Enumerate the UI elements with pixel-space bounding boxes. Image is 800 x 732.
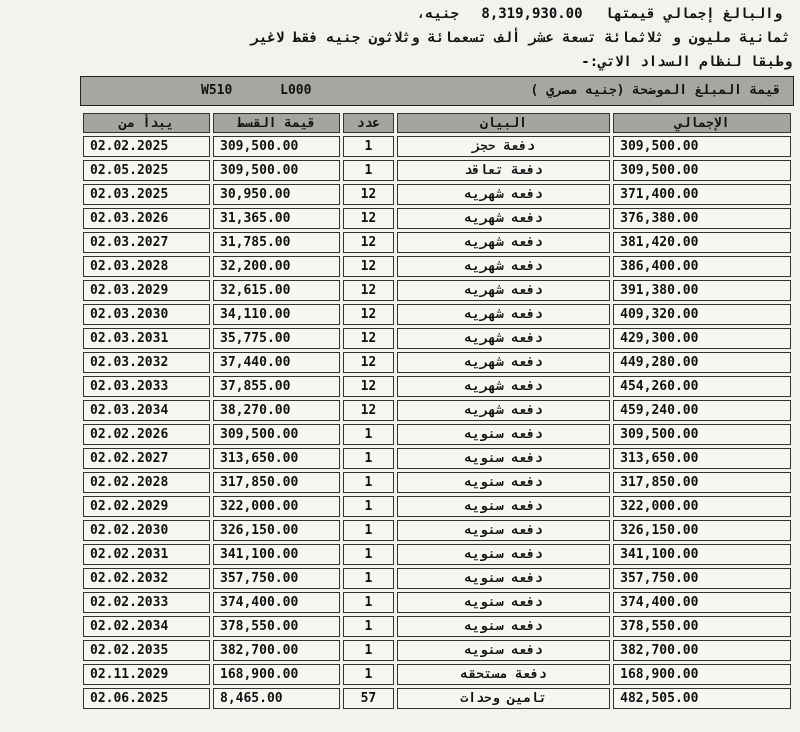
- col-description: البيان: [397, 113, 610, 133]
- installment-cell: 378,550.00: [213, 616, 340, 637]
- start-date-cell: 02.02.2035: [83, 640, 210, 661]
- total-cell: 391,380.00: [613, 280, 791, 301]
- start-date-cell: 02.03.2025: [83, 184, 210, 205]
- total-cell: 376,380.00: [613, 208, 791, 229]
- description-cell: دفعه سنويه: [397, 640, 610, 661]
- count-cell: 1: [343, 592, 394, 613]
- total-cell: 168,900.00: [613, 664, 791, 685]
- table-row: [83, 592, 791, 613]
- unit-codes: [201, 83, 351, 98]
- description-cell: دفعه شهريه: [397, 352, 610, 373]
- table-row: [83, 568, 791, 589]
- table-row: [83, 184, 791, 205]
- description-cell: دفعه شهريه: [397, 376, 610, 397]
- total-cell: 378,550.00: [613, 616, 791, 637]
- installment-cell: 313,650.00: [213, 448, 340, 469]
- count-cell: 12: [343, 208, 394, 229]
- installment-cell: 34,110.00: [213, 304, 340, 325]
- total-cell: 454,260.00: [613, 376, 791, 397]
- count-cell: 1: [343, 544, 394, 565]
- total-value-amount: 8,319,930.00: [481, 6, 583, 22]
- description-cell: دفعه شهريه: [397, 232, 610, 253]
- count-cell: 1: [343, 472, 394, 493]
- installment-cell: 30,950.00: [213, 184, 340, 205]
- installment-cell: 31,785.00: [213, 232, 340, 253]
- description-cell: دفعه سنويه: [397, 472, 610, 493]
- count-cell: 57: [343, 688, 394, 709]
- installment-cell: 8,465.00: [213, 688, 340, 709]
- table-row: [83, 304, 791, 325]
- total-cell: 322,000.00: [613, 496, 791, 517]
- total-cell: 409,320.00: [613, 304, 791, 325]
- total-cell: 382,700.00: [613, 640, 791, 661]
- installment-cell: 326,150.00: [213, 520, 340, 541]
- table-header-row: [83, 113, 791, 133]
- count-cell: 12: [343, 184, 394, 205]
- total-cell: 317,850.00: [613, 472, 791, 493]
- description-cell: دفعة حجز: [397, 136, 610, 157]
- unit-code-b: L000: [280, 83, 312, 98]
- description-cell: دفعه سنويه: [397, 448, 610, 469]
- count-cell: 1: [343, 568, 394, 589]
- table-row: [83, 232, 791, 253]
- installment-cell: 382,700.00: [213, 640, 340, 661]
- table-row: [83, 424, 791, 445]
- installment-cell: 341,100.00: [213, 544, 340, 565]
- table-row: [83, 280, 791, 301]
- count-cell: 1: [343, 496, 394, 517]
- count-cell: 12: [343, 400, 394, 421]
- installment-cell: 309,500.00: [213, 424, 340, 445]
- start-date-cell: 02.03.2027: [83, 232, 210, 253]
- table-row: [83, 688, 791, 709]
- total-cell: 309,500.00: [613, 136, 791, 157]
- count-cell: 1: [343, 616, 394, 637]
- count-cell: 1: [343, 640, 394, 661]
- start-date-cell: 02.03.2029: [83, 280, 210, 301]
- total-cell: 459,240.00: [613, 400, 791, 421]
- installment-cell: 322,000.00: [213, 496, 340, 517]
- table-row: [83, 640, 791, 661]
- total-cell: 449,280.00: [613, 352, 791, 373]
- installment-cell: 317,850.00: [213, 472, 340, 493]
- description-cell: دفعه سنويه: [397, 616, 610, 637]
- table-title: قيمة المبلغ الموضحة (جنيه مصري ): [530, 83, 781, 98]
- start-date-cell: 02.02.2025: [83, 136, 210, 157]
- start-date-cell: 02.03.2026: [83, 208, 210, 229]
- col-count: عدد: [343, 113, 394, 133]
- start-date-cell: 02.02.2029: [83, 496, 210, 517]
- description-cell: دفعه شهريه: [397, 208, 610, 229]
- description-cell: دفعه شهريه: [397, 304, 610, 325]
- installment-cell: 37,440.00: [213, 352, 340, 373]
- table-row: [83, 496, 791, 517]
- table-row: [83, 616, 791, 637]
- table-row: [83, 160, 791, 181]
- count-cell: 1: [343, 520, 394, 541]
- count-cell: 1: [343, 136, 394, 157]
- start-date-cell: 02.03.2034: [83, 400, 210, 421]
- start-date-cell: 02.11.2029: [83, 664, 210, 685]
- description-cell: دفعة مستحقه: [397, 664, 610, 685]
- start-date-cell: 02.02.2033: [83, 592, 210, 613]
- start-date-cell: 02.03.2033: [83, 376, 210, 397]
- table-title-bar: [80, 76, 794, 106]
- table-row: [83, 208, 791, 229]
- count-cell: 1: [343, 664, 394, 685]
- total-value-line: [417, 6, 782, 22]
- installment-cell: 38,270.00: [213, 400, 340, 421]
- installment-cell: 31,365.00: [213, 208, 340, 229]
- total-cell: 374,400.00: [613, 592, 791, 613]
- start-date-cell: 02.02.2028: [83, 472, 210, 493]
- installment-cell: 35,775.00: [213, 328, 340, 349]
- table-row: [83, 472, 791, 493]
- installment-cell: 168,900.00: [213, 664, 340, 685]
- total-cell: 371,400.00: [613, 184, 791, 205]
- start-date-cell: 02.03.2032: [83, 352, 210, 373]
- count-cell: 12: [343, 232, 394, 253]
- table-row: [83, 352, 791, 373]
- start-date-cell: 02.02.2027: [83, 448, 210, 469]
- description-cell: دفعه شهريه: [397, 328, 610, 349]
- payment-system-intro: وطبقا لنظام السداد الاتي:-: [581, 54, 792, 70]
- description-cell: دفعه سنويه: [397, 568, 610, 589]
- count-cell: 1: [343, 160, 394, 181]
- start-date-cell: 02.06.2025: [83, 688, 210, 709]
- unit-code-a: W510: [201, 83, 233, 98]
- count-cell: 1: [343, 448, 394, 469]
- description-cell: دفعة تعاقد: [397, 160, 610, 181]
- table-row: [83, 520, 791, 541]
- count-cell: 12: [343, 376, 394, 397]
- col-total: الإجمالي: [613, 113, 791, 133]
- description-cell: دفعه شهريه: [397, 400, 610, 421]
- count-cell: 1: [343, 424, 394, 445]
- total-cell: 309,500.00: [613, 160, 791, 181]
- installment-cell: 32,200.00: [213, 256, 340, 277]
- table-row: [83, 664, 791, 685]
- start-date-cell: 02.02.2034: [83, 616, 210, 637]
- description-cell: دفعه سنويه: [397, 520, 610, 541]
- total-cell: 309,500.00: [613, 424, 791, 445]
- total-cell: 313,650.00: [613, 448, 791, 469]
- start-date-cell: 02.02.2030: [83, 520, 210, 541]
- payment-schedule-table: [80, 110, 794, 712]
- description-cell: دفعه سنويه: [397, 592, 610, 613]
- table-row: [83, 376, 791, 397]
- total-value-currency: جنيه،: [416, 6, 459, 22]
- installment-cell: 309,500.00: [213, 160, 340, 181]
- start-date-cell: 02.02.2026: [83, 424, 210, 445]
- installment-cell: 37,855.00: [213, 376, 340, 397]
- total-cell: 326,150.00: [613, 520, 791, 541]
- installment-cell: 357,750.00: [213, 568, 340, 589]
- description-cell: دفعه سنويه: [397, 496, 610, 517]
- count-cell: 12: [343, 304, 394, 325]
- description-cell: دفعه شهريه: [397, 256, 610, 277]
- total-cell: 341,100.00: [613, 544, 791, 565]
- table-row: [83, 400, 791, 421]
- total-cell: 381,420.00: [613, 232, 791, 253]
- table-row: [83, 136, 791, 157]
- start-date-cell: 02.05.2025: [83, 160, 210, 181]
- description-cell: تامين وحدات: [397, 688, 610, 709]
- amount-in-words: ثمانية مليون و ثلاثمائة تسعة عشر ألف تسعمائة وثلاثون جنيه فقط لاغير: [250, 30, 790, 46]
- table-row: [83, 328, 791, 349]
- installment-cell: 374,400.00: [213, 592, 340, 613]
- table-row: [83, 256, 791, 277]
- description-cell: دفعه شهريه: [397, 184, 610, 205]
- total-cell: 482,505.00: [613, 688, 791, 709]
- installment-cell: 32,615.00: [213, 280, 340, 301]
- table-row: [83, 448, 791, 469]
- start-date-cell: 02.02.2031: [83, 544, 210, 565]
- installment-cell: 309,500.00: [213, 136, 340, 157]
- count-cell: 12: [343, 352, 394, 373]
- total-cell: 386,400.00: [613, 256, 791, 277]
- count-cell: 12: [343, 280, 394, 301]
- count-cell: 12: [343, 256, 394, 277]
- total-cell: 429,300.00: [613, 328, 791, 349]
- description-cell: دفعه سنويه: [397, 424, 610, 445]
- start-date-cell: 02.02.2032: [83, 568, 210, 589]
- description-cell: دفعه سنويه: [397, 544, 610, 565]
- col-installment: قيمة القسط: [213, 113, 340, 133]
- start-date-cell: 02.03.2028: [83, 256, 210, 277]
- col-start-date: يبدأ من: [83, 113, 210, 133]
- total-value-label: والبالغ إجمالي قيمتها: [604, 6, 782, 22]
- start-date-cell: 02.03.2030: [83, 304, 210, 325]
- table-row: [83, 544, 791, 565]
- count-cell: 12: [343, 328, 394, 349]
- total-cell: 357,750.00: [613, 568, 791, 589]
- description-cell: دفعه شهريه: [397, 280, 610, 301]
- start-date-cell: 02.03.2031: [83, 328, 210, 349]
